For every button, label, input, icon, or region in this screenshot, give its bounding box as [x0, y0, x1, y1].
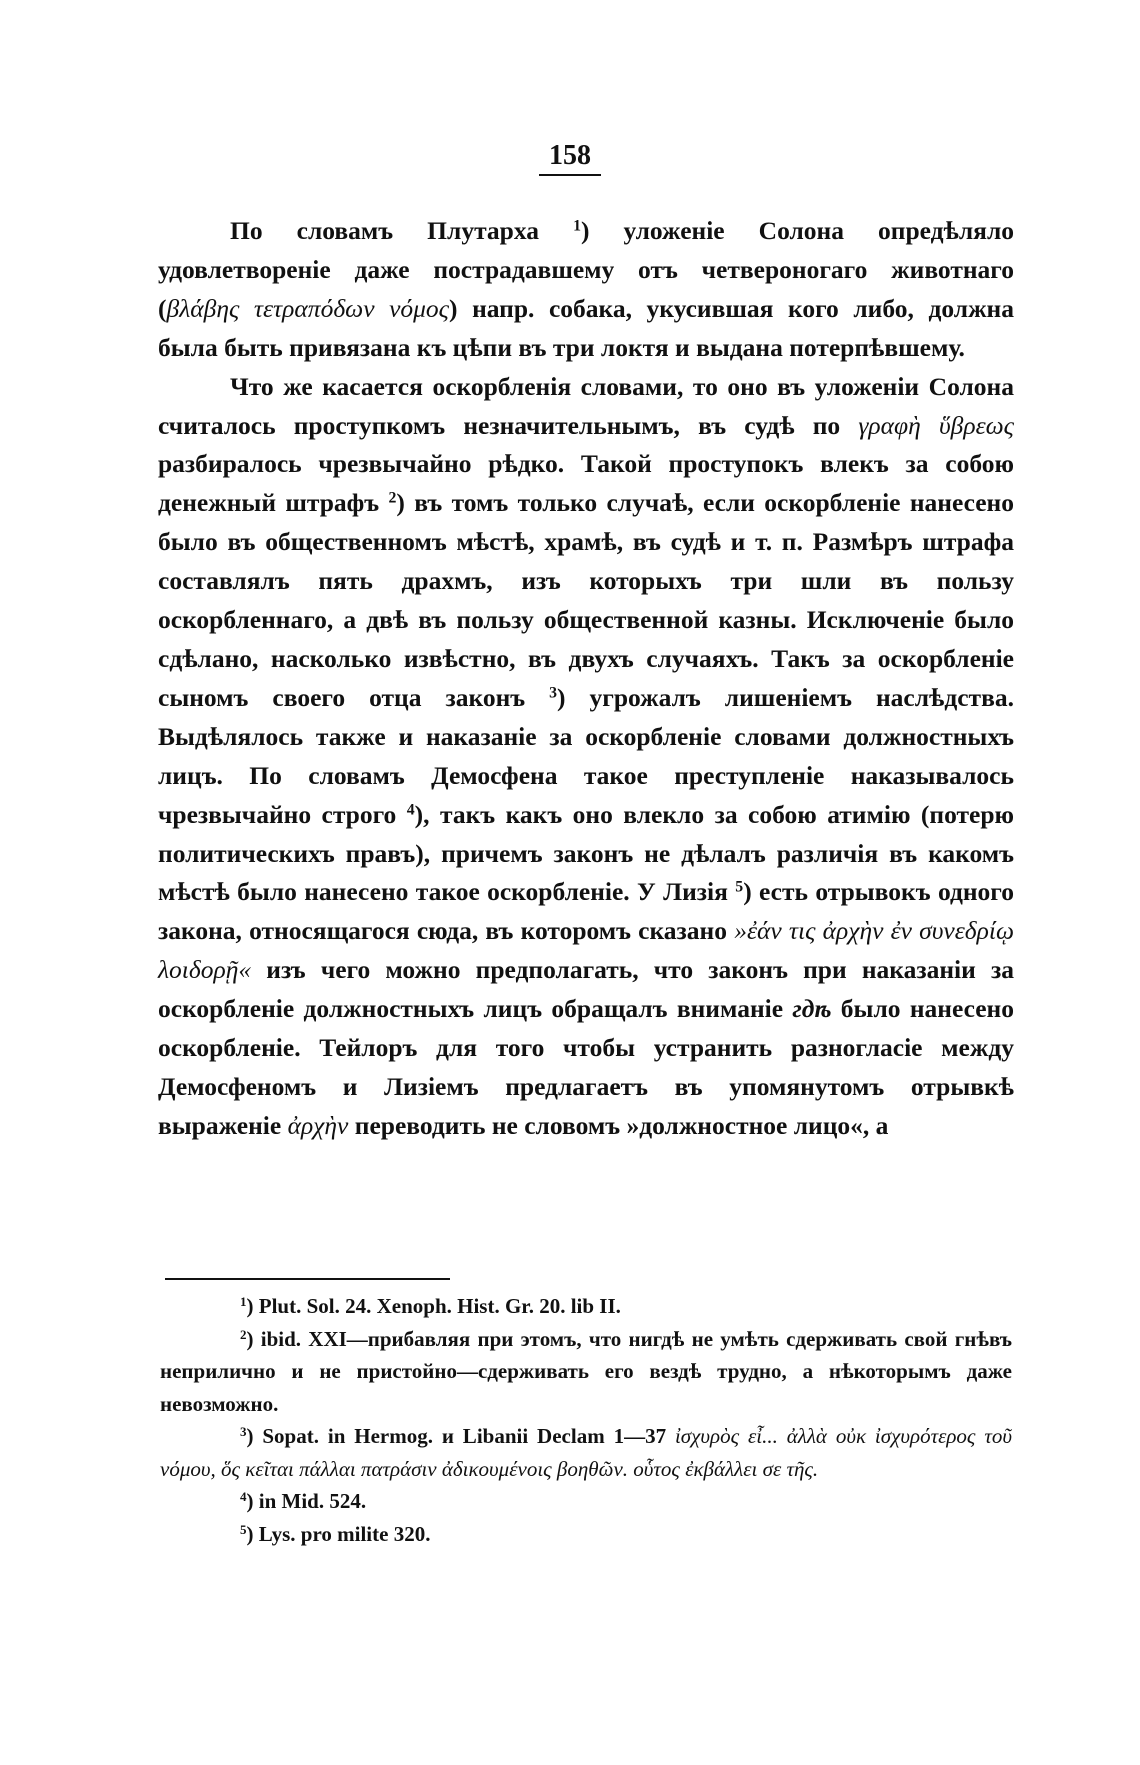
text-run: По словамъ Плутарха	[230, 216, 574, 245]
greek-text: γραφὴ ὕβρεως	[858, 410, 1014, 440]
greek-text: ἀρχὴν	[287, 1110, 349, 1140]
footnote-ref: 2	[240, 1326, 247, 1342]
text-run: ) ibid. XXI—прибавляя при этомъ, что нигдѣ не умѣть сдерживать свой гнѣвъ неприлично и не пристойно—сдерживать его вездѣ трудно, а нѣкоторымъ даже невозможно.	[160, 1326, 1012, 1416]
footnote	[160, 1290, 1012, 1323]
italic-text: гдѣ	[792, 994, 832, 1024]
text-run: ) уложеніе Солона опредѣляло удовлетвореніе даже пострадавшему отъ четвероногаго животнаго (	[158, 216, 1015, 323]
text-run: Что же касается оскорбленія словами, то оно въ уложеніи Солона считалось проступкомъ незначительнымъ, въ судѣ по	[158, 371, 1014, 440]
main-text	[158, 212, 1014, 1146]
footnote	[160, 1518, 1012, 1551]
page-number-text: 158	[539, 140, 601, 176]
text-run: изъ чего можно предполагать, что законъ при наказаніи за оскорбленіе должностныхъ лицъ обращалъ вниманіе	[158, 955, 1014, 1024]
text-run: ) напр. собака, укусившая кого либо, должна была быть привязана къ цѣпи въ три локтя и выдана потерпѣвшему.	[158, 293, 1014, 362]
footnote-ref: 4	[240, 1488, 247, 1504]
text-run: ) Sopat. in Hermog. и Libanii Declam 1—37	[246, 1424, 675, 1448]
footnote-ref: 1	[240, 1293, 247, 1309]
text-run: разбиралось чрезвычайно рѣдко. Такой проступокъ влекъ за собою денежный штрафъ	[158, 449, 1014, 518]
text-run: ) Plut. Sol. 24. Xenoph. Hist. Gr. 20. lib II.	[246, 1294, 621, 1318]
footnote	[160, 1420, 1012, 1485]
footnote-ref: 2	[388, 489, 397, 507]
footnote-divider	[165, 1278, 450, 1280]
text-run: ) есть отрывокъ одного закона, относящагося сюда, въ которомъ сказано	[158, 877, 1014, 946]
text-run: ) въ томъ только случаѣ, если оскорбленіе нанесено было въ общественномъ мѣстѣ, храмѣ, въ судѣ и т. п. Размѣръ штрафа составлялъ пять драхмъ, изъ которыхъ три шли въ пользу оскорбленнаго, а двѣ въ пользу общественной казны. Исключеніе было сдѣлано, насколько извѣстно, въ двухъ случаяхъ. Такъ за оскорбленіе сыномъ своего отца законъ	[158, 488, 1014, 712]
text-run: ), такъ какъ оно влекло за собою атимію (потерю политическихъ правъ), причемъ законъ не дѣлалъ различія въ какомъ мѣстѣ было нанесено такое оскорбленіе. У Лизія	[158, 799, 1014, 907]
greek-text: βλάβης τετραπόδων νόμος	[166, 293, 450, 323]
text-run: переводить не словомъ »должностное лицо«, а	[348, 1110, 889, 1140]
text-run: было нанесено оскорбленіе. Тейлоръ для того чтобы устранить разногласіе между Демосфеномъ и Лизіемъ предлагаетъ въ упомянутомъ отрывкѣ выраженіе	[158, 994, 1014, 1140]
greek-text: ἰσχυρὸς εἶ... ἀλλὰ οὐκ ἰσχυρότερος τοῦ νόμου, ὅς κεῖται πάλλαι πατράσιν ἀδικουμένοις βοηθῶν. οὗτος ἐκβάλλει σε τῆς.	[160, 1424, 1012, 1481]
footnote	[160, 1323, 1012, 1421]
paragraph	[158, 368, 1014, 1146]
footnotes	[160, 1290, 1012, 1550]
footnote-ref: 5	[240, 1521, 247, 1537]
text-run: ) Lys. pro milite 320.	[246, 1521, 431, 1546]
text-run: ) in Mid. 524.	[246, 1489, 367, 1513]
footnote-ref: 3	[549, 684, 558, 702]
text-run: ) угрожалъ лишеніемъ наслѣдства. Выдѣлялось также и наказаніе за оскорбленіе словами должностныхъ лицъ. По словамъ Демосфена такое преступленіе наказывалось чрезвычайно строго	[158, 682, 1014, 829]
footnote	[160, 1485, 1012, 1518]
footnote-ref: 4	[406, 800, 415, 818]
page-number	[0, 140, 1140, 176]
greek-text: »ἐάν τις ἀρχὴν ἐν συνεδρίῳ λοιδορῇ«	[158, 916, 1014, 985]
paragraph	[158, 212, 1014, 368]
footnote-ref: 1	[573, 217, 581, 235]
footnote-ref: 5	[735, 878, 744, 896]
footnote-ref: 3	[240, 1423, 247, 1439]
